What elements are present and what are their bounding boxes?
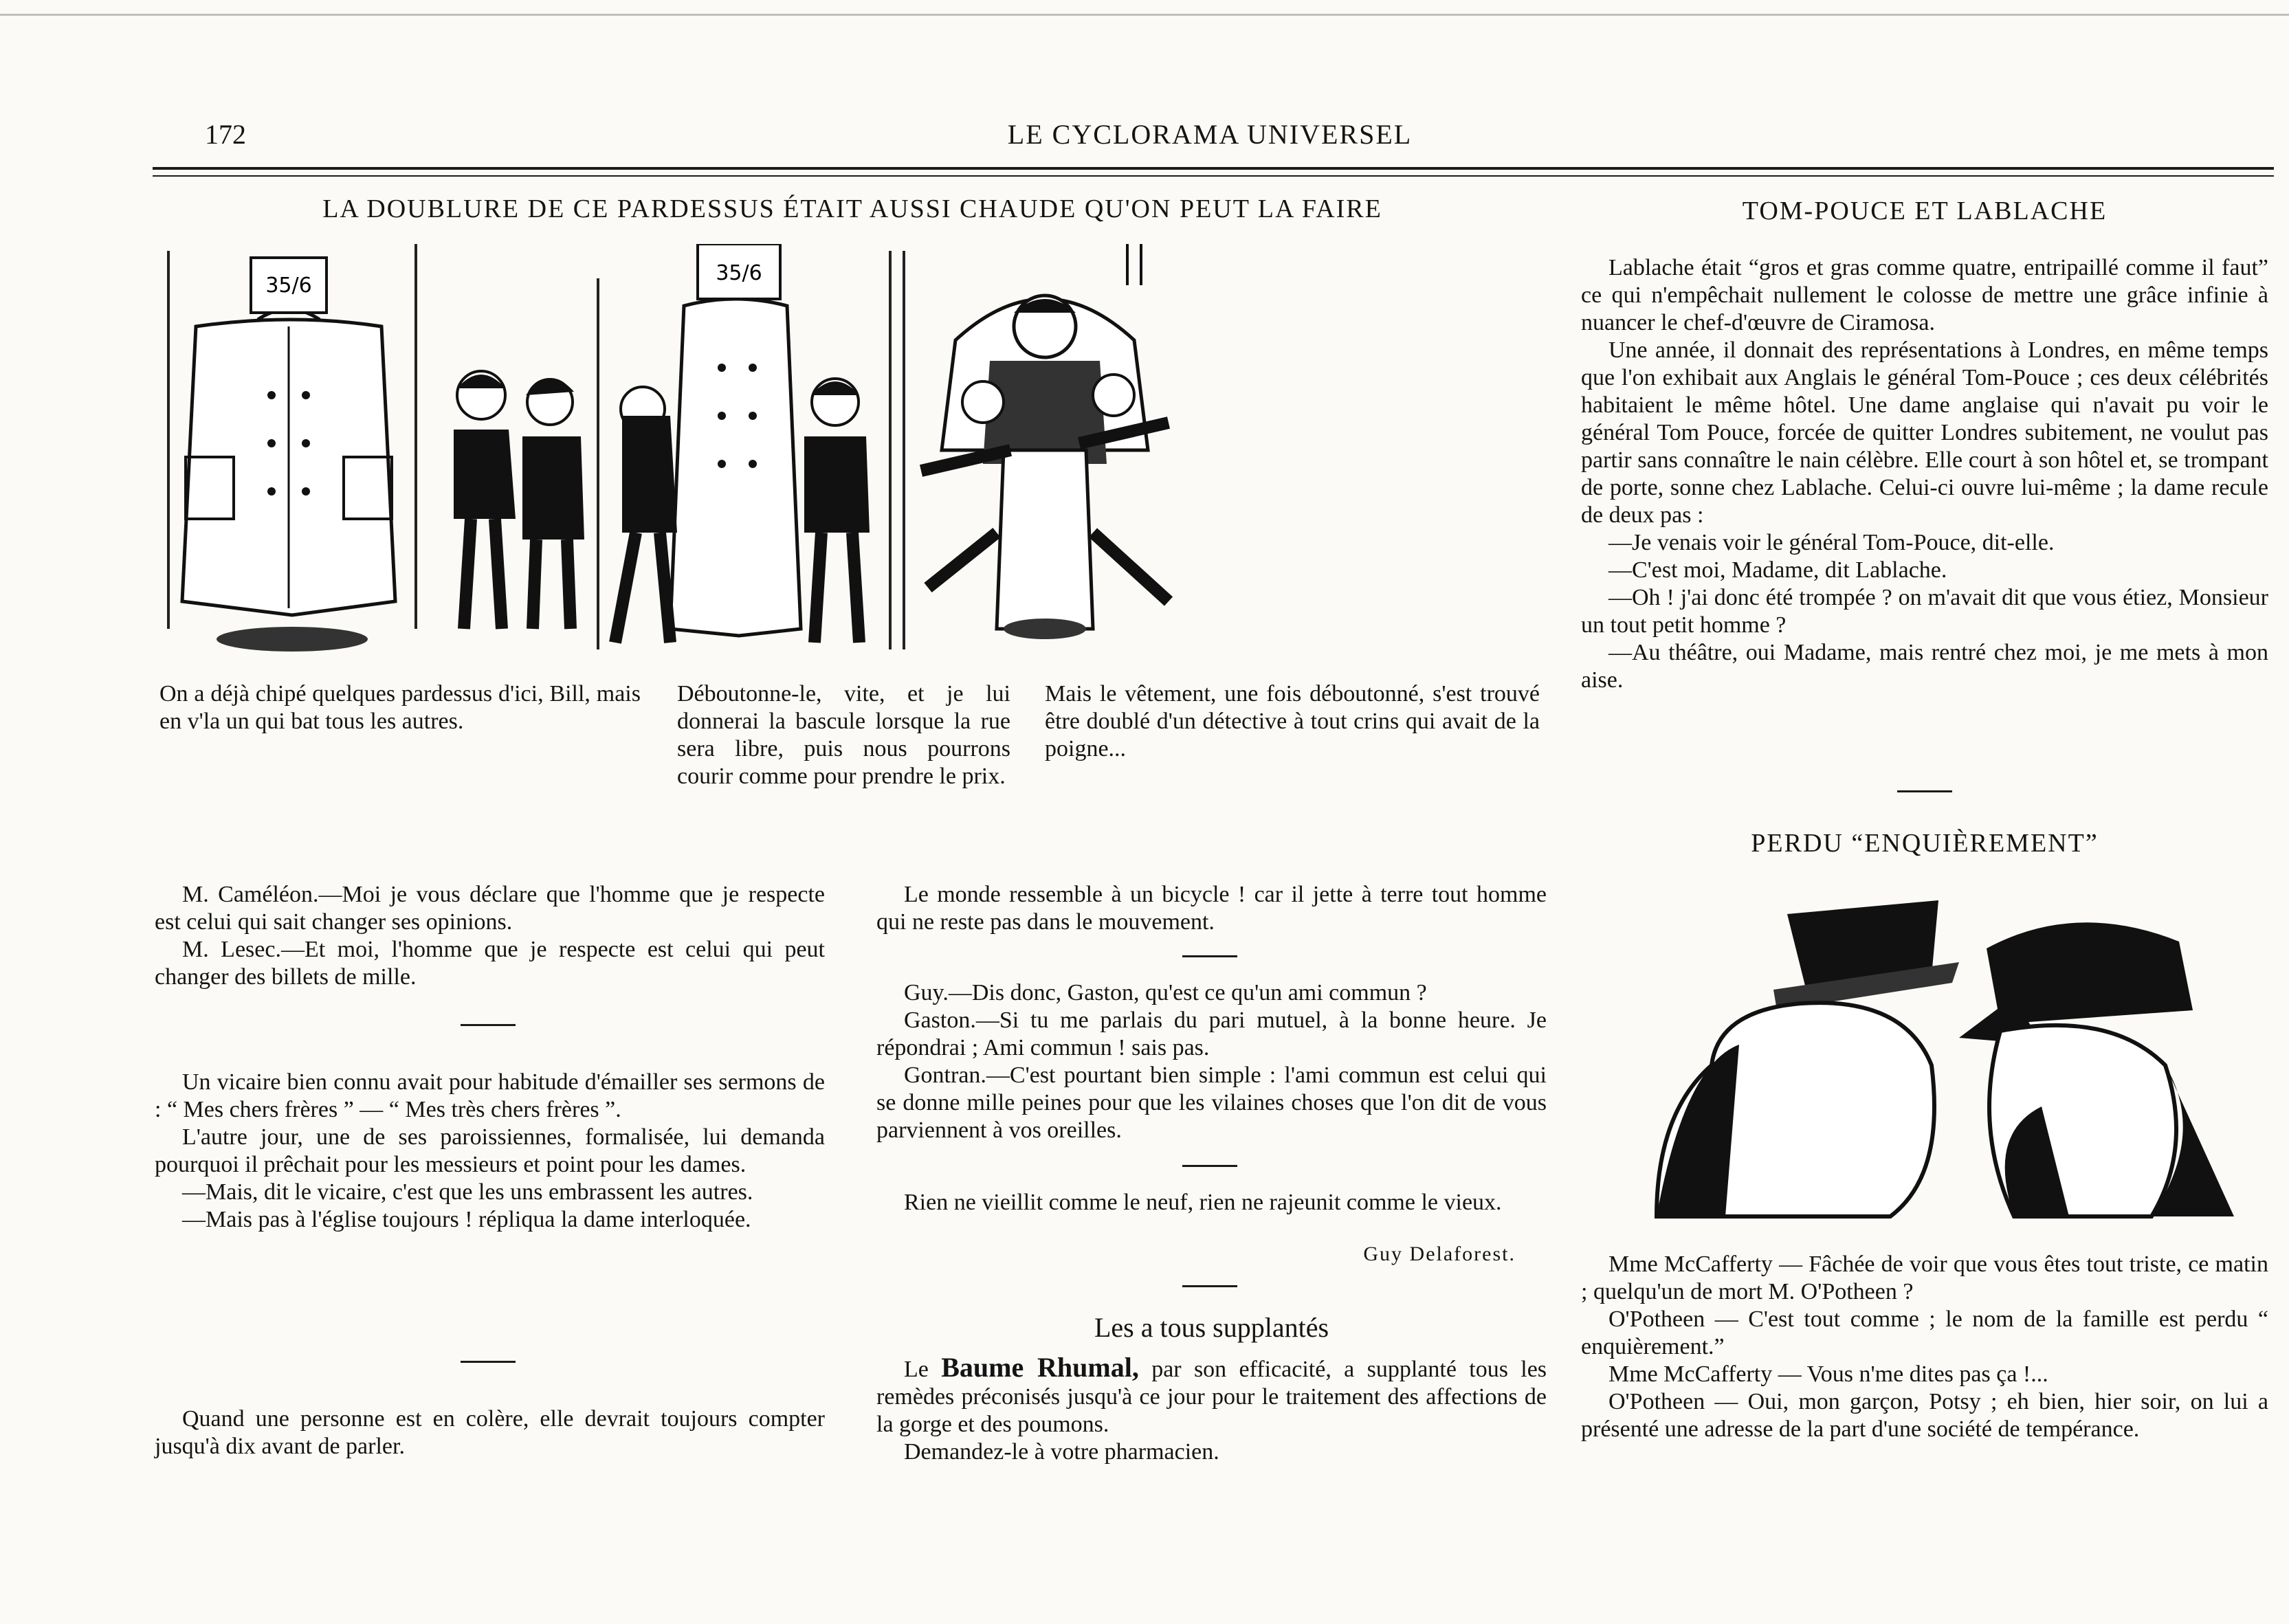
tom-pouce-paragraph: —Je venais voir le général Tom-Pouce, dit-elle.	[1608, 530, 2055, 555]
vicaire-joke	[155, 1069, 825, 1234]
ad-body	[876, 1354, 1547, 1438]
ami-line: Guy.—Dis donc, Gaston, qu'est ce qu'un ami commun ?	[904, 980, 1427, 1005]
colere-line: Quand une personne est en colère, elle devrait toujours compter jusqu'à dix avant de parler.	[155, 1406, 825, 1459]
bicycle-line: Le monde ressemble à un bicycle ! car il jette à terre tout homme qui ne reste pas dans le mouvement.	[876, 882, 1547, 935]
ad-product-name: Baume Rhumal,	[941, 1352, 1139, 1383]
cameleon-line: M. Caméléon.—Moi je vous déclare que l'homme que je respecte est celui qui sait changer ses opinions.	[155, 882, 825, 935]
bicycle-maxim	[876, 881, 1547, 936]
top-edge-rule	[0, 14, 2289, 16]
cameleon-line: M. Lesec.—Et moi, l'homme que je respecte est celui qui peut changer des billets de mille.	[155, 937, 825, 990]
ad-text: par son efficacité, a supplanté tous les remèdes préconisés jusqu'à ce jour pour le traitement des affections de la gorge et des poumons.	[876, 1357, 1547, 1437]
section-separator	[1182, 1285, 1237, 1287]
comic-caption-1: On a déjà chipé quelques pardessus d'ici, Bill, mais en v'la un qui bat tous les autres.	[159, 681, 641, 734]
comic-panel-1	[155, 244, 436, 656]
vicaire-line: L'autre jour, une de ses paroissiennes, formalisée, lui demanda pourquoi il prêchait pour les messieurs et point pour les dames.	[155, 1124, 825, 1177]
perdu-article	[1581, 1251, 2268, 1443]
tom-pouce-paragraph: —C'est moi, Madame, dit Lablache.	[1608, 557, 1947, 583]
ami-line: Gontran.—C'est pourtant bien simple : l'ami commun est celui qui se donne mille peines pour que les vilaines choses que l'on dit de vous parviennent à vos oreilles.	[876, 1063, 1547, 1143]
baume-rhumal-ad	[876, 1354, 1547, 1466]
colere-maxim	[155, 1405, 825, 1460]
ad-title: Les a tous supplantés	[1094, 1312, 1329, 1343]
ami-dialogue	[876, 979, 1547, 1144]
perdu-paragraph: O'Potheen — Oui, mon garçon, Potsy ; eh bien, hier soir, on lui a présenté une adresse de la part d'une société de tempérance.	[1581, 1389, 2268, 1442]
author-signature: Guy Delaforest.	[1363, 1243, 1516, 1265]
tom-pouce-paragraph: —Au théâtre, oui Madame, mais rentré chez moi, je me mets à mon aise.	[1581, 640, 2268, 693]
svg-text:35/6: 35/6	[265, 274, 312, 298]
svg-text:35/6: 35/6	[716, 261, 762, 285]
journal-title: LE CYCLORAMA UNIVERSEL	[1007, 119, 1413, 150]
perdu-illustration	[1629, 887, 2248, 1230]
section-separator	[461, 1024, 516, 1026]
rien-line: Rien ne vieillit comme le neuf, rien ne rajeunit comme le vieux.	[904, 1190, 1502, 1215]
perdu-paragraph: O'Potheen — C'est tout comme ; le nom de la famille est perdu “ enquièrement.”	[1581, 1306, 2268, 1359]
perdu-title: PERDU “ENQUIÈREMENT”	[1751, 829, 2099, 858]
comic-panel-1-boys	[433, 244, 591, 656]
section-separator	[1182, 955, 1237, 957]
tom-pouce-article	[1581, 254, 2268, 694]
perdu-paragraph: Mme McCafferty — Fâchée de voir que vous êtes tout triste, ce matin ; quelqu'un de mort M. O'Potheen ?	[1581, 1252, 2268, 1304]
comic-panel-3	[900, 244, 1189, 656]
comic-caption-2: Déboutonne-le, vite, et je lui donnerai la bascule lorsque la rue sera libre, puis nous pourrons courir comme pour prendre le prix.	[677, 681, 1010, 789]
ad-cta: Demandez-le à votre pharmacien.	[904, 1439, 1219, 1465]
vicaire-line: —Mais, dit le vicaire, c'est que les uns embrassent les autres.	[182, 1179, 753, 1205]
header-double-rule	[153, 167, 2274, 177]
section-separator	[1182, 1165, 1237, 1167]
comic-strip	[155, 244, 1041, 656]
page-number: 172	[205, 119, 246, 150]
tom-pouce-paragraph: Une année, il donnait des représentations à Londres, en même temps que l'on exhibait aux Anglais le général Tom-Pouce ; ces deux célébrités habitaient le même hôtel. Une dame anglaise qui n'avait pu voir le général Tom Pouce, forcée de quitter Londres subitement, ne voulut pas partir sans connaître le nain célèbre. Elle court à son hôtel et, se trompant de porte, sonne chez Lablache. Celui-ci ouvre lui-même ; la dame recule de deux pas :	[1581, 337, 2268, 528]
section-separator	[1897, 790, 1952, 792]
tom-pouce-paragraph: Lablache était “gros et gras comme quatre, entripaillé comme il faut” ce qui n'empêchait nullement le colosse de mettre une grâce infinie à nuancer le chef-d'œuvre de Ciramosa.	[1581, 255, 2268, 335]
ami-line: Gaston.—Si tu me parlais du pari mutuel, à la bonne heure. Je répondrai ; Ami commun ! sais pas.	[876, 1008, 1547, 1060]
vicaire-line: Un vicaire bien connu avait pour habitude d'émailler ses sermons de : “ Mes chers frères ” — “ Mes très chers frères ”.	[155, 1069, 825, 1122]
section-separator	[461, 1361, 516, 1363]
vicaire-line: —Mais pas à l'église toujours ! répliqua la dame interloquée.	[182, 1207, 751, 1232]
ad-lead: Le	[904, 1357, 929, 1382]
tom-pouce-paragraph: —Oh ! j'ai donc été trompée ? on m'avait dit que vous étiez, Monsieur un tout petit homme ?	[1581, 585, 2268, 638]
rien-maxim	[876, 1189, 1547, 1216]
comic-title: LA DOUBLURE DE CE PARDESSUS ÉTAIT AUSSI CHAUDE QU'ON PEUT LA FAIRE	[322, 194, 1382, 223]
perdu-paragraph: Mme McCafferty — Vous n'me dites pas ça !...	[1608, 1361, 2048, 1387]
comic-caption-3: Mais le vêtement, une fois déboutonné, s'est trouvé être doublé d'un détective à tout crins qui avait de la poigne...	[1045, 681, 1540, 761]
comic-panel-2	[595, 244, 897, 656]
cameleon-joke	[155, 881, 825, 991]
tom-pouce-title: TOM-POUCE ET LABLACHE	[1742, 197, 2108, 225]
